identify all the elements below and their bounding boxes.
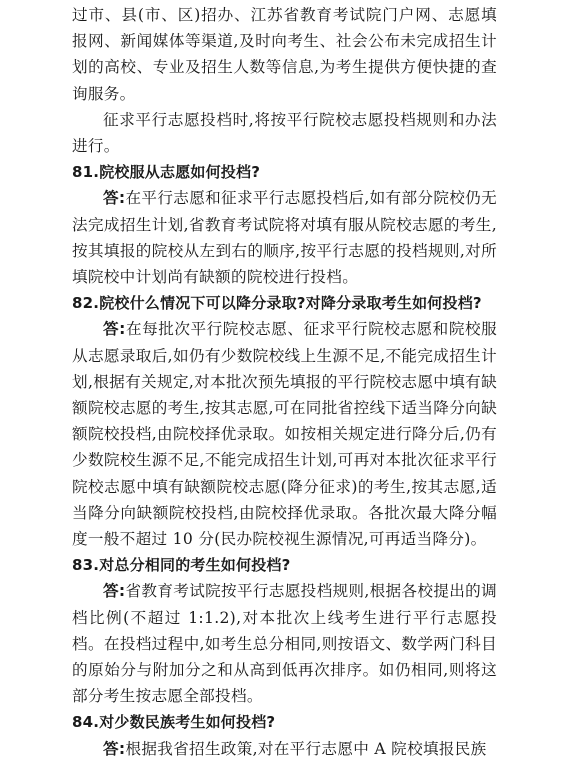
answer-paragraph (72, 736, 497, 762)
answer-label: 答: (103, 582, 126, 601)
question-heading (72, 159, 497, 185)
question-text: 院校服从志愿如何投档? (99, 163, 261, 182)
qa-item-83 (72, 552, 497, 709)
document-page (72, 2, 497, 762)
question-heading (72, 552, 497, 578)
answer-text: 省教育考试院按平行志愿投档规则,根据各校提出的调档比例(不超过 1:1.2),对本批次上线考生进行平行志愿投档。在投档过程中,如考生总分相同,则按语文、数学两门科目的原始分与附加分之和从高到低再次排序。如仍相同,则将这部分考生按志愿全部投档。 (72, 582, 497, 706)
question-heading (72, 290, 497, 316)
answer-label: 答: (103, 320, 126, 339)
answer-text: 在每批次平行院校志愿、征求平行院校志愿和院校服从志愿录取后,如仍有少数院校线上生源不足,不能完成招生计划,根据有关规定,对本批次预先填报的平行院校志愿中填有缺额院校志愿的考生,按其志愿,可在同批省控线下适当降分向缺额院校投档,由院校择优录取。如按相关规定进行降分后,仍有少数院校生源不足,不能完成招生计划,可再对本批次征求平行院校志愿中填有缺额院校志愿(降分征求)的考生,按其志愿,适当降分向缺额院校投档,由院校择优录取。各批次最大降分幅度一般不超过 10 分(民办院校视生源情况,可再适当降分)。 (72, 320, 497, 549)
answer-paragraph (72, 578, 497, 709)
answer-label: 答: (103, 739, 126, 758)
intro-paragraph-2: 征求平行志愿投档时,将按平行院校志愿投档规则和办法进行。 (72, 110, 497, 156)
answer-label: 答: (103, 189, 126, 208)
question-number: 83. (72, 556, 100, 575)
answer-paragraph (72, 316, 497, 552)
answer-paragraph (72, 185, 497, 290)
question-text: 对总分相同的考生如何投档? (99, 556, 291, 575)
intro-paragraph-1: 过市、县(市、区)招办、江苏省教育考试院门户网、志愿填报网、新闻媒体等渠道,及时向考生、社会公布未完成招生计划的高校、专业及招生人数等信息,为考生提供方便快捷的查询服务。 (72, 6, 497, 103)
qa-item-81 (72, 159, 497, 290)
question-number: 81. (72, 163, 100, 182)
question-number: 82. (72, 294, 100, 313)
qa-item-84 (72, 709, 497, 761)
question-text: 对少数民族考生如何投档? (99, 713, 276, 732)
question-number: 84. (72, 713, 100, 732)
qa-item-82 (72, 290, 497, 552)
answer-text: 根据我省招生政策,对在平行志愿中 A 院校填报民族 (125, 739, 487, 758)
answer-text: 在平行志愿和征求平行志愿投档后,如有部分院校仍无法完成招生计划,省教育考试院将对填有服从院校志愿的考生,按其填报的院校从左到右的顺序,按平行志愿的投档规则,对所填院校中计划尚有缺额的院校进行投档。 (72, 189, 497, 287)
question-text: 院校什么情况下可以降分录取?对降分录取考生如何投档? (99, 294, 482, 313)
question-heading (72, 709, 497, 735)
